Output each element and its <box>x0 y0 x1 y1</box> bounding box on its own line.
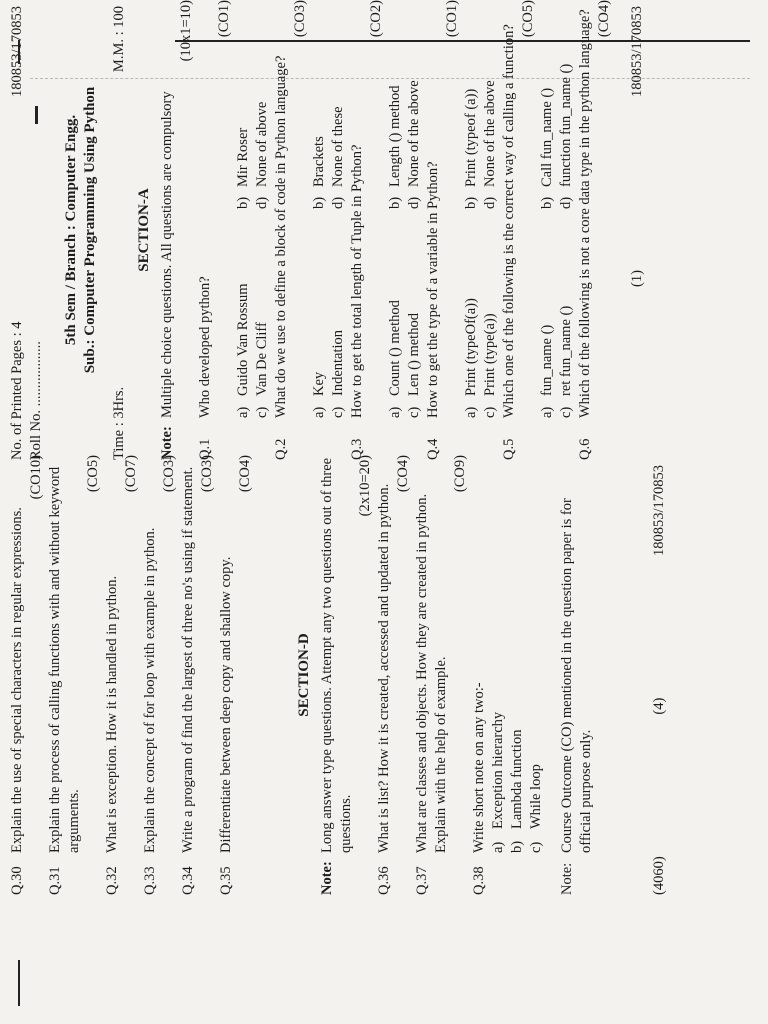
mcq-question-3 <box>424 0 500 460</box>
question-text: How to get the total length of Tuple in Python? <box>349 144 365 418</box>
question-text: Differentiate between deep copy and shallow copy. <box>218 556 234 853</box>
question-body <box>413 455 470 853</box>
subitem-0 <box>489 455 508 895</box>
note-text: Multiple choice questions. All questions are compulsory <box>159 91 175 418</box>
option-text: Length () method <box>387 85 403 187</box>
note-body <box>158 0 196 418</box>
option-letter: b) <box>539 196 555 209</box>
course-outcome: (CO5) <box>520 0 536 38</box>
section-a-note <box>158 0 196 460</box>
option-letter: d) <box>406 196 422 209</box>
option <box>405 0 424 209</box>
option-letter: b) <box>463 196 479 209</box>
footer-left-code: (4060) <box>651 856 667 895</box>
course-outcome: (CO1) <box>444 0 460 38</box>
question-body <box>141 455 179 853</box>
footer-code: 180853/170853 <box>629 6 645 98</box>
section-d-title: SECTION-D <box>296 633 312 717</box>
subitem-letter: a) <box>490 841 506 853</box>
option-text: None of above <box>254 101 270 187</box>
option <box>310 0 329 209</box>
question-number: Q.30 <box>9 866 25 895</box>
option-letter: d) <box>482 196 498 209</box>
question-body <box>46 455 103 853</box>
page-one-footer <box>628 0 647 460</box>
option-letter: a) <box>235 406 251 418</box>
option-letter: c) <box>330 406 346 418</box>
time-marks-row <box>110 0 129 460</box>
option-letter: a) <box>463 406 479 418</box>
course-outcome: (CO3) <box>199 455 215 493</box>
note-body <box>318 455 375 853</box>
option <box>234 209 253 418</box>
option <box>557 209 576 418</box>
option-row <box>462 0 481 418</box>
option-text: Van De Cliff <box>254 322 270 396</box>
short-question-1 <box>46 455 103 895</box>
option-letter: a) <box>311 406 327 418</box>
course-outcome: (CO3) <box>292 0 308 38</box>
final-note <box>558 455 596 895</box>
question-text: Explain the use of special characters in regular expressions. <box>9 507 25 853</box>
option-text: Count () method <box>387 300 403 396</box>
short-question-0 <box>8 455 46 895</box>
question-number: Q.37 <box>414 866 430 895</box>
course-outcome: (CO9) <box>452 455 468 493</box>
option-row <box>329 0 348 418</box>
option-text: Guido Van Rossum <box>235 283 251 396</box>
note-text: Course Outcome (CO) mentioned in the question paper is for official purpose only. <box>559 498 594 853</box>
short-question-3 <box>141 455 179 895</box>
paper-code: 180853/170853 <box>9 6 25 98</box>
question-number: Q.6 <box>577 438 593 460</box>
short-question-5 <box>217 455 255 895</box>
question-number: Q.1 <box>197 438 213 460</box>
question-text: What do we use to define a block of code in Python language? <box>273 55 289 418</box>
option-letter: b) <box>311 196 327 209</box>
option-row <box>557 0 576 418</box>
printed-pages: No. of Printed Pages : 4 <box>9 321 25 460</box>
question-number: Q.34 <box>180 866 196 895</box>
question-number: Q.35 <box>218 866 234 895</box>
course-outcome: (CO5) <box>85 455 101 493</box>
option <box>405 209 424 418</box>
option-text: None of these <box>330 106 346 187</box>
question-text: What is exception. How it is handled in python. <box>104 575 120 853</box>
option-letter: d) <box>330 196 346 209</box>
option-letter: d) <box>558 196 574 209</box>
course-outcome: (CO4) <box>395 455 411 493</box>
page-one-column <box>0 0 768 460</box>
option-letter: b) <box>387 196 403 209</box>
course-outcome: (CO10) <box>28 455 44 500</box>
option-text: Len () method <box>406 313 422 396</box>
option-text: Call fun_name () <box>539 87 555 187</box>
course-outcome: (CO4) <box>596 0 612 38</box>
question-text: Explain the process of calling functions with and without keyword arguments. <box>47 466 82 853</box>
option-letter: b) <box>235 196 251 209</box>
option-row <box>405 0 424 418</box>
note-marks: (2x10=20) <box>357 455 373 517</box>
option-letter: c) <box>406 406 422 418</box>
option <box>481 209 500 418</box>
question-body <box>375 455 413 853</box>
option-row <box>234 0 253 418</box>
subitem-text: Lambda function <box>509 729 525 829</box>
option-text: ret fun_name () <box>558 305 574 396</box>
option-text: Print (typeOf(a)) <box>463 298 479 396</box>
header-row-top <box>8 0 46 460</box>
option-text: function fun_name () <box>558 63 574 187</box>
page-number: (4) <box>651 697 667 715</box>
subitem-2 <box>527 455 546 895</box>
option-row <box>481 0 500 418</box>
option-text: Mir Roser <box>235 127 251 187</box>
question-text: Write short note on any two:- <box>471 682 487 853</box>
question-body <box>424 0 500 418</box>
option <box>234 0 253 209</box>
option-text: Key <box>311 371 327 396</box>
question-number: Q.32 <box>104 866 120 895</box>
subitem-text: While loop <box>528 764 544 829</box>
option-letter: a) <box>539 406 555 418</box>
course-outcome: (CO2) <box>368 0 384 38</box>
option <box>329 0 348 209</box>
option-text: None of the above <box>406 80 422 187</box>
question-text: What are classes and objects. How they are created in python. Explain with the help of example. <box>414 493 449 853</box>
question-body <box>8 455 46 853</box>
roll-no: Roll No. .................. <box>28 341 44 460</box>
note-label: Note: <box>559 862 575 895</box>
question-number: Q.31 <box>47 866 63 895</box>
option-letter: d) <box>254 196 270 209</box>
option <box>386 209 405 418</box>
mcq-question-0 <box>196 0 272 460</box>
question-body <box>196 0 272 418</box>
option <box>538 209 557 418</box>
option <box>462 0 481 209</box>
mcq-question-4 <box>500 0 576 460</box>
option-text: fun_name () <box>539 324 555 396</box>
question-body <box>103 455 141 853</box>
question-text: How to get the type of a variable in Python? <box>425 161 441 418</box>
time-allowed: Time : 3Hrs. <box>111 386 127 460</box>
option-row <box>253 0 272 418</box>
option-text: None of the above <box>482 80 498 187</box>
header-left <box>8 321 46 460</box>
long-question-1 <box>413 455 470 895</box>
question-number: Q.36 <box>376 866 392 895</box>
course-outcome: (CO3) <box>161 455 177 493</box>
mcq-question-1 <box>272 0 348 460</box>
subitem-1 <box>508 455 527 895</box>
page-four-footer <box>650 455 669 895</box>
section-d-note <box>318 455 375 895</box>
question-number: Q.4 <box>425 438 441 460</box>
short-question-2 <box>103 455 141 895</box>
option <box>481 0 500 209</box>
section-a-title: SECTION-A <box>136 188 152 272</box>
question-number: Q.38 <box>471 866 487 895</box>
option-row <box>386 0 405 418</box>
max-marks: M.M. : 100 <box>111 6 127 73</box>
question-text: Write a program of find the largest of three no's using if statement. <box>180 466 196 853</box>
subitem-letter: b) <box>509 840 525 853</box>
option <box>557 0 576 209</box>
page-four-column <box>0 455 768 895</box>
question-number: Q.3 <box>349 438 365 460</box>
page-number: (1) <box>629 270 645 287</box>
question-text: What is list? How it is created, accessed and updated in python. <box>376 483 392 853</box>
option-letter: a) <box>387 406 403 418</box>
question-text: Which one of the following is the correct way of calling a function? <box>501 24 517 418</box>
note-text: Long answer type questions. Attempt any two questions out of three questions. <box>319 457 354 853</box>
option <box>310 209 329 418</box>
branch-line: 5th Sem / Branch : Computer Engg. <box>63 114 79 346</box>
note-label: Note: <box>159 426 175 460</box>
question-text: Who developed python? <box>197 276 213 418</box>
question-number: Q.5 <box>501 438 517 460</box>
note-marks: (10x1=10) <box>178 0 194 62</box>
question-body <box>217 455 255 853</box>
option <box>253 209 272 418</box>
long-question-0 <box>375 455 413 895</box>
option-text: Print (type(a)) <box>482 313 498 396</box>
option-text: Print (typeof (a)) <box>463 88 479 187</box>
footer-right-code: 180853/170853 <box>651 465 667 557</box>
option-row <box>538 0 557 418</box>
option-text: Indentation <box>330 329 346 396</box>
mcq-question-2 <box>348 0 424 460</box>
question-body <box>500 0 576 418</box>
question-body <box>470 455 489 853</box>
course-outcome: (CO1) <box>216 0 232 38</box>
option <box>386 0 405 209</box>
course-outcome: (CO4) <box>237 455 253 493</box>
question-text: Which of the following is not a core data type in the python language? <box>577 9 593 418</box>
top-spacer <box>0 455 8 895</box>
question-body <box>272 0 348 418</box>
question-body <box>576 0 614 418</box>
question-number: Q.33 <box>142 866 158 895</box>
option-letter: c) <box>558 406 574 418</box>
short-question-4 <box>179 455 217 895</box>
option <box>538 0 557 209</box>
course-outcome: (CO7) <box>123 455 139 493</box>
note-label: Note: <box>319 861 335 895</box>
question-text: Explain the concept of for loop with example in python. <box>142 527 158 853</box>
question-body <box>348 0 424 418</box>
option-text: Brackets <box>311 136 327 187</box>
option-row <box>310 0 329 418</box>
question-body <box>179 455 217 853</box>
option <box>253 0 272 209</box>
mcq-question-5 <box>576 0 614 460</box>
subject-line: Sub.: Computer Programming Using Python <box>82 86 98 374</box>
option <box>329 209 348 418</box>
option <box>462 209 481 418</box>
subitem-letter: c) <box>528 841 544 853</box>
long-question-2 <box>470 455 489 895</box>
subitem-text: Exception hierarchy <box>490 711 506 829</box>
option-letter: c) <box>254 406 270 418</box>
question-number: Q.2 <box>273 438 289 460</box>
option-letter: c) <box>482 406 498 418</box>
